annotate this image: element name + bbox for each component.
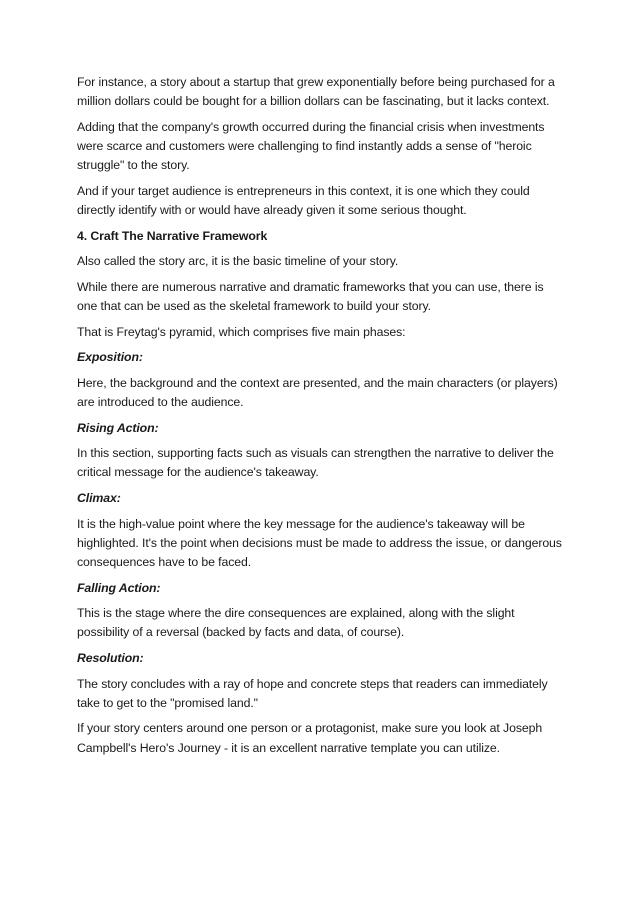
subheading-climax: Climax: [77, 490, 121, 505]
paragraph-frameworks: While there are numerous narrative and dramatic frameworks that you can use, there is one that can be used as the skeletal framework to build your story. [77, 279, 544, 313]
paragraph-climax: It is the high-value point where the key message for the audience's takeaway will be highlighted. It's the point when decisions must be made to address the issue, or dangerous consequences have to be faced. [77, 516, 562, 569]
paragraph-startup-example: For instance, a story about a startup that grew exponentially before being purchased for a million dollars could be bought for a billion dollars can be fascinating, but it lacks context. [77, 75, 555, 109]
subheading-resolution: Resolution: [77, 650, 144, 665]
subheading-falling-action: Falling Action: [77, 580, 161, 595]
paragraph-freytag-pyramid: That is Freytag's pyramid, which comprises five main phases: [77, 324, 406, 339]
section-heading-narrative-framework: 4. Craft The Narrative Framework [77, 228, 268, 243]
paragraph-heros-journey: If your story centers around one person or a protagonist, make sure you look at Joseph Campbell's Hero's Journey - it is an excellent narrative template you can utilize. [77, 721, 543, 755]
paragraph-story-arc: Also called the story arc, it is the basic timeline of your story. [77, 254, 399, 269]
paragraph-target-audience: And if your target audience is entrepreneurs in this context, it is one which they could directly identify with or would have already given it some serious thought. [77, 183, 530, 217]
document-body [77, 73, 567, 764]
subheading-rising-action: Rising Action: [77, 420, 159, 435]
paragraph-rising-action: In this section, supporting facts such as visuals can strengthen the narrative to deliver the critical message for the audience's takeaway. [77, 446, 554, 480]
paragraph-exposition: Here, the background and the context are presented, and the main characters (or players) are introduced to the audience. [77, 375, 558, 409]
paragraph-resolution: The story concludes with a ray of hope and concrete steps that readers can immediately take to get to the "promised land." [77, 676, 548, 710]
subheading-exposition: Exposition: [77, 350, 143, 365]
paragraph-falling-action: This is the stage where the dire consequences are explained, along with the slight possibility of a reversal (backed by facts and data, of course). [77, 606, 515, 640]
paragraph-financial-crisis: Adding that the company's growth occurred during the financial crisis when investments were scarce and customers were challenging to find instantly adds a sense of "heroic struggle" to the story. [77, 119, 545, 173]
